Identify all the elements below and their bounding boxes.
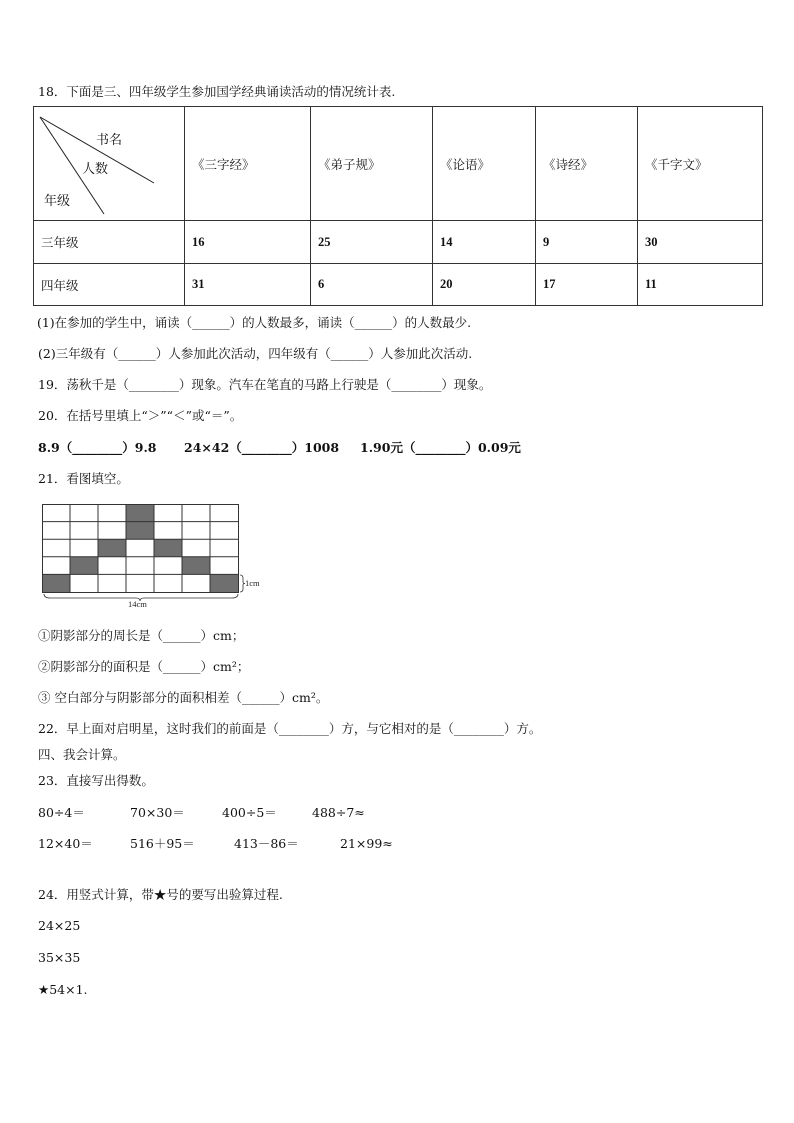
value-cell: 17 <box>536 264 638 306</box>
book-header: 《千字文》 <box>638 107 763 221</box>
table-row <box>34 264 763 306</box>
grid-svg <box>42 504 274 608</box>
grade-cell: 三年级 <box>34 221 185 264</box>
grade-cell: 四年级 <box>34 264 185 306</box>
q21-title: 21．看图填空。 <box>38 471 129 486</box>
book-header: 《三字经》 <box>185 107 311 221</box>
stats-table <box>33 106 763 306</box>
header-count-label: 人数 <box>82 162 109 177</box>
height-label: 1cm <box>245 578 260 588</box>
value-cell: 31 <box>185 264 311 306</box>
q18-title: 18．下面是三、四年级学生参加国学经典诵读活动的情况统计表. <box>38 84 396 99</box>
section4-heading: 四、我会计算。 <box>38 747 126 762</box>
q19-text: 19．荡秋千是（________）现象。汽车在笔直的马路上行驶是（________）现象。 <box>38 377 492 392</box>
q24-item: ★54×1. <box>38 982 88 997</box>
q21-sub1: ①阴影部分的周长是（______）cm； <box>38 628 245 643</box>
grid-figure <box>42 504 274 611</box>
q20-title: 20．在括号里填上“＞”“＜”或“＝”。 <box>38 408 243 423</box>
value-cell: 14 <box>433 221 536 264</box>
q23-item: 516＋95＝ <box>130 836 195 851</box>
q20-item: 1.90元（________）0.09元 <box>360 440 521 455</box>
value-cell: 16 <box>185 221 311 264</box>
header-grade-label: 年级 <box>44 194 71 209</box>
q20-item: 24×42（________）1008 <box>184 440 340 455</box>
q23-item: 70×30＝ <box>130 805 185 820</box>
book-header: 《论语》 <box>433 107 536 221</box>
q23-item: 488÷7≈ <box>312 805 365 820</box>
table-row <box>34 221 763 264</box>
q21-sub2: ②阴影部分的面积是（______）cm²； <box>38 659 250 674</box>
value-cell: 9 <box>536 221 638 264</box>
q23-item: 400÷5＝ <box>222 805 277 820</box>
q23-title: 23．直接写出得数。 <box>38 773 154 788</box>
q18-sub2: (2)三年级有（______）人参加此次活动，四年级有（______）人参加此次活动. <box>38 346 473 361</box>
book-header: 《弟子规》 <box>311 107 433 221</box>
diagonal-header-cell <box>34 107 185 221</box>
header-book-label: 书名 <box>96 133 123 148</box>
q24-title: 24．用竖式计算，带★号的要写出验算过程. <box>38 887 283 902</box>
q24-item: 35×35 <box>38 950 81 965</box>
q23-item: 80÷4＝ <box>38 805 85 820</box>
q20-item: 8.9（________）9.8 <box>38 440 157 455</box>
value-cell: 20 <box>433 264 536 306</box>
q23-item: 413－86＝ <box>234 836 299 851</box>
value-cell: 11 <box>638 264 763 306</box>
book-header: 《诗经》 <box>536 107 638 221</box>
q23-item: 12×40＝ <box>38 836 93 851</box>
value-cell: 30 <box>638 221 763 264</box>
value-cell: 6 <box>311 264 433 306</box>
q18-sub1: (1)在参加的学生中，诵读（______）的人数最多，诵读（______）的人数最少. <box>33 315 472 330</box>
value-cell: 25 <box>311 221 433 264</box>
q22-text: 22．早上面对启明星，这时我们的前面是（________）方，与它相对的是（________）方。 <box>38 721 542 736</box>
q23-item: 21×99≈ <box>340 836 393 851</box>
width-label: 14cm <box>128 599 147 608</box>
q21-sub3: ③ 空白部分与阴影部分的面积相差（______）cm²。 <box>38 690 329 705</box>
q24-item: 24×25 <box>38 918 81 933</box>
